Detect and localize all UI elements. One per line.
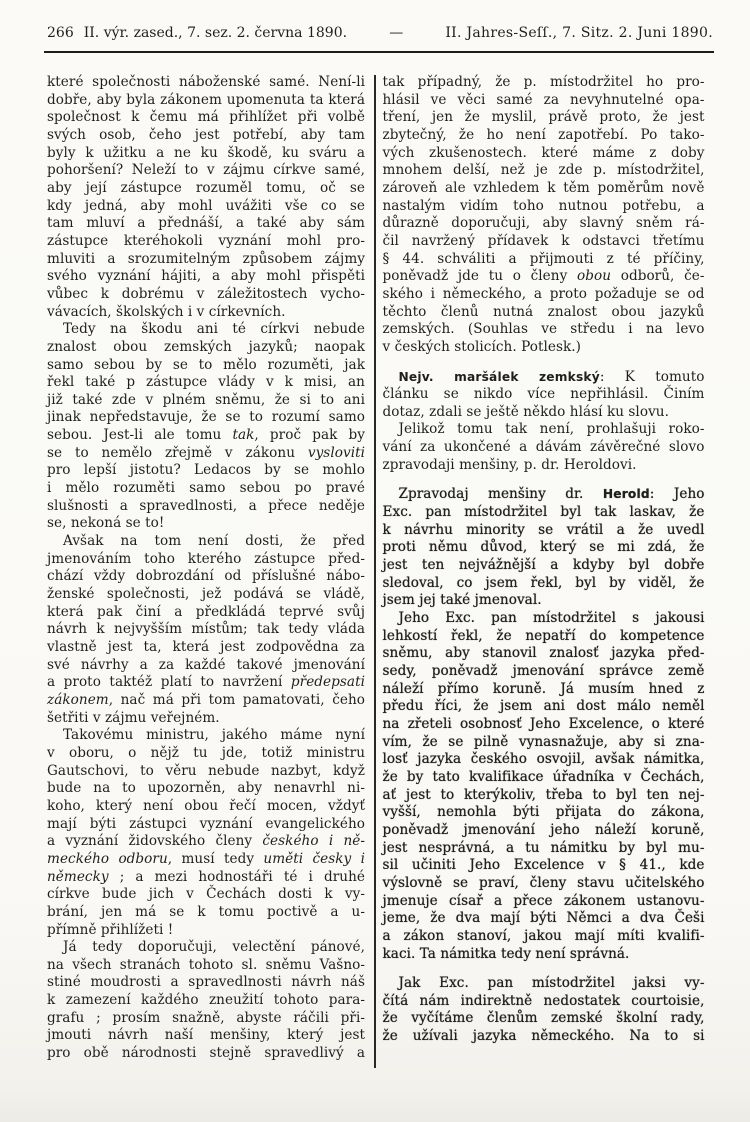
text-line: brání, jen má se k tomu poctivě a u- [47,903,365,920]
text-line: zbytečný, že ho není zapotřebí. Po tako- [382,126,705,143]
paragraph [47,321,365,533]
page-header [47,25,713,41]
text-line: vání za ukončené a dávám závěrečné slovo [382,439,705,456]
text-line: mnohem delší, než je zde p. místodržitel, [382,162,705,179]
text-line: návrh k nejvyšším místům; tak tedy vláda [47,621,365,638]
text-line: sedy, poněvadž jmenování správce země [382,663,705,679]
text-line: samo sebou by se to mělo rozuměti, jak [47,356,365,373]
text-line: tam mluví a přednáší, a také aby sám [47,215,365,232]
text-line: zástupce kteréhokoli vyznání mohl pro- [47,232,365,249]
text-line: šetřiti v zájmu veřejném. [47,709,220,726]
text-line: že vyčítáme členům zemské školní rady, [382,1010,705,1027]
text-line: jest nesprávná, a tu námitku by byl mu- [382,839,705,856]
text-line: nastalým vidím toho nutnou potřebu, a [382,197,705,214]
text-line: sněmu, aby stanovil znalosť jazyka před- [382,645,705,662]
text-line: slušnosti a spravedlnosti, a přece neděje [47,497,365,514]
text-line: ať jest to kterýkoliv, třeba to byl ten nej- [382,786,705,803]
text-line: své návrhy a za každé takové jmenování [47,656,365,673]
text-line: církve bude jich v Čechách dosti k vy- [47,886,365,903]
text-line: pro lepší jistotu? Ledacos by se mohlo [47,462,365,479]
text-line: Zpravodaj menšiny dr. Herold: Jeho [398,486,705,503]
text-line: výslovně se praví, členy stavu učitelského [382,874,705,891]
text-line: kaci. Ta námitka tedy není správná. [382,945,630,962]
text-line: tření, jen že myslil, právě proto, že jest [382,109,705,126]
text-line: pohoršení? Neleží to v zájmu církve samé, [47,162,365,179]
text-line: že by tato kvalifikace úřadníka v Čechách, [382,768,705,785]
text-line: na všech stranách tohoto sl. sněmu Vašno- [47,956,365,973]
text-line: jeme, že dva mají býti Němci a dva Češi [382,910,705,927]
text-line: vých zkušenostech. které máme z doby [382,144,705,161]
text-line: čítá nám indirektně nedostatek courtoisie, [382,992,705,1009]
text-line: dobře, aby byla zákonem upomenuta ta která [47,91,365,108]
text-line: že užívali jazyka německého. Na to si [382,1028,705,1045]
text-line: které společnosti náboženské samé. Není-li [47,74,365,90]
paragraph [383,975,705,1046]
text-line: koho, který není obou řečí mocen, vždyť [47,797,365,814]
text-line: jmenuje císař a přece zákonem ustanovu- [382,892,705,909]
text-line: na zřeteli osobnosť Jeho Excelence, o které [382,715,705,732]
text-line: losť jazyka českého osvojil, avšak námitka, [382,751,705,768]
text-line: již také zde v plném sněmu, že si to ani [47,391,365,408]
text-line: a proto taktéž platí to navržení předepsati [47,674,365,691]
text-line: která pak činí a předkládá teprvé svůj [47,603,365,620]
header-czech-session: II. výr. zased., 7. sez. 2. června 1890. [83,25,348,41]
text-line: náleží přímo koruně. Já musím hned z [382,680,705,697]
text-line: bude na to upozorněn, aby nenavrhl ni- [47,780,365,797]
text-line: sebou. Jest-li ale tomu tak, proč pak by [47,427,366,444]
page-number: 266 [47,25,74,41]
text-line: sil učiniti Jeho Excelence v § 41., kde [382,857,705,874]
right-column [383,74,705,1068]
paragraph [47,939,365,1063]
text-line: v oboru, o nějž tu jde, totiž ministru [47,744,365,761]
text-line: aby její zástupce rozuměl tomu, oč se [47,179,365,196]
text-line: vlastně jest ta, která jest zodpovědna za [47,639,365,655]
text-line: článku se nikdo více nepřihlásil. Činím [382,386,705,403]
text-line: zemských. (Souhlas ve středu i na levo [382,321,705,338]
text-line: se, nekoná se to! [47,515,165,532]
text-line: tak případný, že p. místodržitel ho pro- [382,74,705,90]
header-separator: — [389,25,404,41]
text-line: Gautschovi, to věru nebude nazbyt, když [47,762,365,779]
text-line: proti němu důvod, který se mi zdá, že [382,539,705,556]
paragraph [47,74,365,321]
text-line: zpravodaji menšiny, p. dr. Heroldovi. [382,456,637,473]
text-line: Já tedy doporučuji, velectění pánové, [63,939,365,956]
text-line: stiné moudrosti a spravedlnosti návrh náš [47,974,365,991]
header-rule [44,51,714,53]
text-line: Exc. pan místodržitel byl tak laskav, že [382,504,705,521]
text-line: Jeho Exc. pan místodržitel s jakousi [398,610,705,627]
text-line: těchto členů nutná znalost obou jazyků [382,303,705,320]
paragraph [47,727,365,939]
text-line: jinak nepředstavuje, že se to rozumí samo [47,409,365,426]
text-line: Jelikož tomu tak není, prohlašuji roko- [398,421,705,438]
text-line: sledoval, co jsem řekl, byl by viděl, že [382,574,705,591]
text-line: poněvadž jmenování jeho náleží koruně, [382,821,705,838]
paragraph [383,610,705,963]
text-line: Takovému ministru, jakého máme nyní [63,727,365,744]
text-line: vůbec k dobrému v záležitostech vycho- [47,285,365,302]
text-line: lehkostí řekl, že nepatří do kompetence [382,627,705,644]
text-line: pro obě národnosti stejně spravedlivý a [47,1045,365,1062]
header-left [47,25,347,41]
text-line: a vyznání židovského členy českého i ně- [47,833,366,850]
text-line: svého vyznání hájiti, a aby mohl přispěti [47,268,365,285]
text-line: jest ten nejvážnější a kdyby byl dobře [382,557,705,574]
text-line: a zákon stanoví, jakou mají míti kvalifi- [382,927,705,944]
paragraph [383,74,705,357]
text-line: ženské společnosti, jež podává se vládě, [47,586,365,603]
text-line: dotaz, zdali se ještě někdo hlásí ku slovu. [382,403,669,420]
text-line: i mělo rozuměti samo sebou po pravé [47,480,365,497]
text-line: společnost k čemu má přihlížet při volbě [47,109,365,126]
text-line: vím, že se pilně vynasnažuje, aby si zna- [382,733,705,750]
text-line: chází vždy dobrozdání od příslušné nábo- [47,568,365,585]
text-columns [47,74,716,1068]
text-line: poněvadž jde tu o členy obou odborů, če- [382,268,705,285]
text-line: k zamezení každého zneužití tohoto para- [47,992,365,1009]
header-german-session: II. Jahres-Seſſ., 7. Sitz. 2. Juni 1890. [445,25,713,41]
text-line: čil navržený přídavek k odstavci třetímu [382,232,705,249]
text-line: svých osob, čeho jest potřebí, aby tam [47,126,365,143]
text-line: jmouti návrh naší menšiny, který jest [47,1027,365,1044]
text-line: ského i německého, a proto požaduje se od [382,285,705,302]
text-line: vyšší, nemohla býti přijata do zákona, [382,804,705,821]
text-line: grafu ; prosím snažně, abyste ráčili při- [47,1009,365,1026]
text-line: znalost obou zemských jazyků; naopak [47,338,365,355]
text-line: v českých stolicích. Potlesk.) [382,338,582,355]
text-line: Jak Exc. pan místodržitel jaksi vy- [398,975,705,992]
text-line: jmenováním toho kterého zástupce před- [47,550,365,567]
text-line: Nejv. maršálek zemkský: K tomuto [398,368,705,385]
text-line: k návrhu minority se vrátil a že uvedl [382,521,705,538]
column-divider [374,75,376,1068]
text-line: řekl také p zástupce vlády v k misi, an [47,374,365,391]
text-line: německy ; a mezi hodnostáři té i druhé [47,868,365,885]
text-line: mají býti zástupci vyznání evangelického [47,815,365,832]
text-line: § 44. schváliti a přijmouti z té příčiny, [382,250,705,267]
paragraph [383,421,705,474]
text-line: mluviti a srozumitelným způsobem zájmy [47,250,365,267]
text-line: předu říci, že jsem ani dost málo neměl [382,698,705,715]
paragraph [47,533,365,727]
text-line: přímně přihlížeti ! [47,921,174,938]
text-line: se to nemělo zřejmě v zákonu vysloviti [47,444,365,461]
text-line: vávacích, školských i v církevních. [47,303,286,320]
text-line: zákonem, nač má při tom pamatovati, čeho [47,691,365,708]
text-line: meckého odboru, musí tedy uměti česky i [47,850,365,867]
text-line: jsem jej také jmenoval. [382,592,542,609]
text-line: Avšak na tom není dosti, že před [63,533,365,550]
text-line: kdy jedná, aby mohl uvážiti vše co se [47,197,365,214]
paragraph [383,369,705,422]
text-line: hlásil ve věci samé za nevyhnutelné opa- [382,91,705,108]
left-column [47,74,365,1068]
text-line: zároveň ale vzhledem k těm poměrům nově [382,179,705,196]
text-line: Tedy na škodu ani té církvi nebude [63,321,365,338]
text-line: důrazně doporučuji, aby slavný sněm rá- [382,215,705,232]
text-line: byly k užitku a ne ku škodě, ku sváru a [47,144,365,161]
paragraph [383,486,705,610]
